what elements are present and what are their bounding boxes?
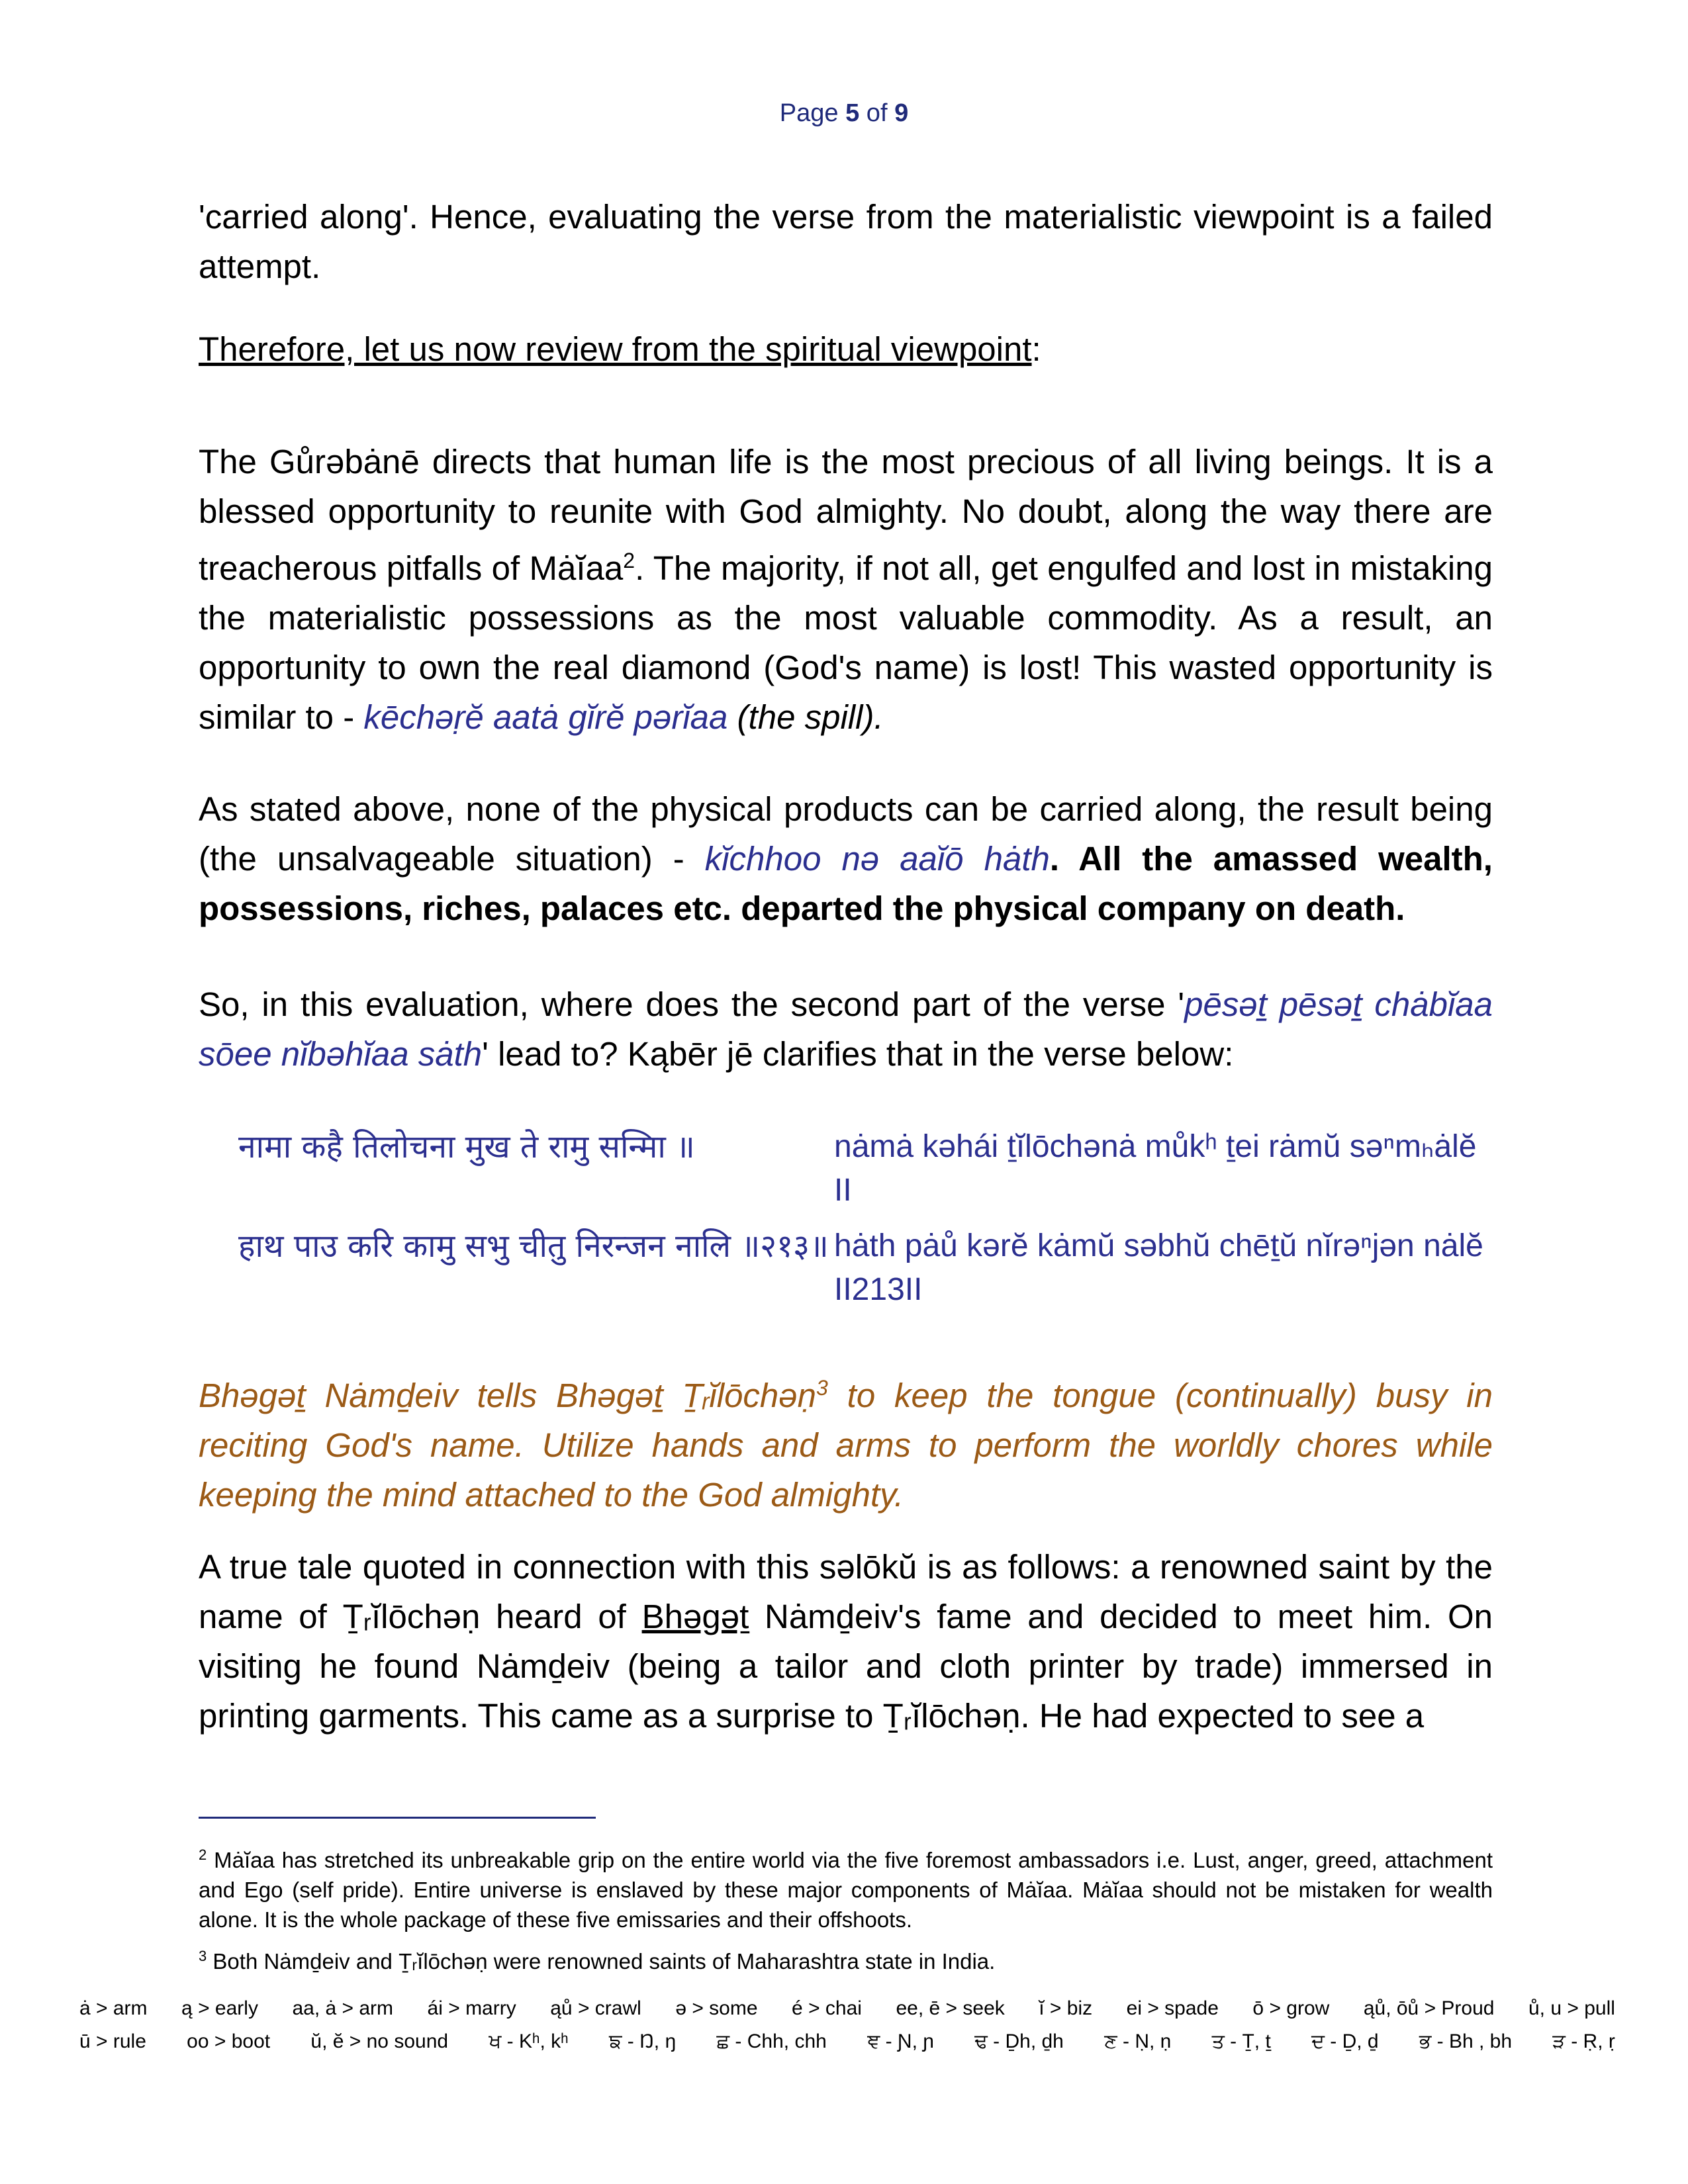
paragraph-true-tale: A true tale quoted in connection with this səlōkŭ is as follows: a renowned saint by the name of Ṯᵣĭlōchəṇ heard of Bhəgəṯ Nȧmḏeiv's fame and decided to meet him. On visiting he found Nȧmḏeiv (being a tailor and cloth printer by trade) immersed in printing garments. This came as a surprise to Ṯᵣĭlōchəṇ. He had expected to see a [199,1548,1493,1735]
legend-row-1: ȧ > arm ą > early aa, ȧ > arm ái > marry ąů > crawl ə > some é > chai ee, ē > seek ĭ > biz ei > spade ō > grow ąů, ōů > Proud ů, u > pull [79,1997,1615,2019]
verse-row [238,1224,1496,1312]
footnote-divider [199,1817,596,1819]
paragraph-1: 'carried along'. Hence, evaluating the verse from the materialistic viewpoint is a failed attempt. [199,198,1493,285]
verse-row [238,1125,1496,1212]
pronunciation-legend [79,1992,1615,2058]
verse-explanation: Bhəgəṯ Nȧmḏeiv tells Bhəgəṯ Ṯᵣĭlōchəṇ$^3$ to keep the tongue (continually) busy in reciting God's name. Utilize hands and arms to perform the worldly chores while keeping the mind attached to the God almighty. [199,1376,1493,1514]
transliteration-verse-part: pēsəṯ pēsəṯ chȧbĭaa sōee nĭbəhĭaa sȧth [199,985,1493,1073]
footnote-2: $^2$ Mȧĭaa has stretched its unbreakable grip on the entire world via the five foremost ambassadors i.e. Lust, anger, greed, attachment and Ego (self pride). Entire universe is enslaved by these major components of Mȧĭaa. Mȧĭaa should not be mistaken for wealth alone. It is the whole package of these five emissaries and their offshoots. [199,1846,1493,1932]
paragraph-guru-bani: The Gůrəbȧnē directs that human life is the most precious of all living beings. It is a blessed opportunity to reunite with God almighty. No doubt, along the way there are treacherous pitfalls of Mȧĭaa$^2$. The majority, if not all, get engulfed and lost in mistaking the materialistic possessions as the most valuable commodity. As a result, an opportunity to own the real diamond (God's name) is lost! This wasted opportunity is similar to - kēchəṛĕ aatȧ gĭrĕ pərĭaa (the spill). [199,443,1493,736]
transliteration-nothing-in-hand: kĭchhoo nə aaĭō hȧth [704,840,1050,878]
verse-transliteration: nȧmȧ kəhái ṯĭlōchənȧ můkʰ ṯei rȧmŭ səⁿmₕȧlĕ II [834,1129,1477,1208]
page-number: Page 5 of 9 [779,99,909,127]
verse-gurmukhi: हाथ पाउ करि कामु सभु चीतु निरन्जन नालि ॥२१३॥ [238,1228,829,1265]
paragraph-physical-products: As stated above, none of the physical products can be carried along, the result being (the unsalvageable situation) - kĭchhoo nə aaĭō hȧth. All the amassed wealth, possessions, riches, palaces etc. departed the physical company on death. [199,790,1493,927]
verse-gurmukhi: नामा कहै तिलोचना मुख ते रामु सन्माि ॥ [238,1128,695,1165]
transliteration-spill: kēchəṛĕ aatȧ gĭrĕ pərĭaa [363,698,728,736]
legend-row-2: ū > rule oo > boot ŭ, ĕ > no sound ਖ - Kʰ, kʰ ਙ - Ŋ, ŋ ਛ - Chh, chh ਞ - Ɲ, ɲ ਢ - Ḏh, ḏh ਣ - Ṇ, ṇ ਤ - Ṯ, ṯ ਦ - Ḏ, ḏ ਭ - Bh , bh ੜ - Ṛ, ṛ [79,2030,1615,2052]
paragraph-evaluation: So, in this evaluation, where does the second part of the verse 'pēsəṯ pēsəṯ chȧbĭaa sōee nĭbəhĭaa sȧth' lead to? Kąbēr jē clarifies that in the verse below: [199,985,1493,1073]
footnotes [199,1840,1493,1983]
section-heading: Therefore, let us now review from the spiritual viewpoint: [199,330,1041,368]
verse-transliteration: hȧth pȧů kərĕ kȧmŭ səbhŭ chēṯŭ nĭrəⁿjən nȧlĕ II213II [834,1228,1483,1307]
verse-table [238,1125,1496,1312]
footnote-3: $^3$ Both Nȧmḏeiv and Ṯᵣĭlōchəṇ were renowned saints of Maharashtra state in India. [199,1948,996,1974]
